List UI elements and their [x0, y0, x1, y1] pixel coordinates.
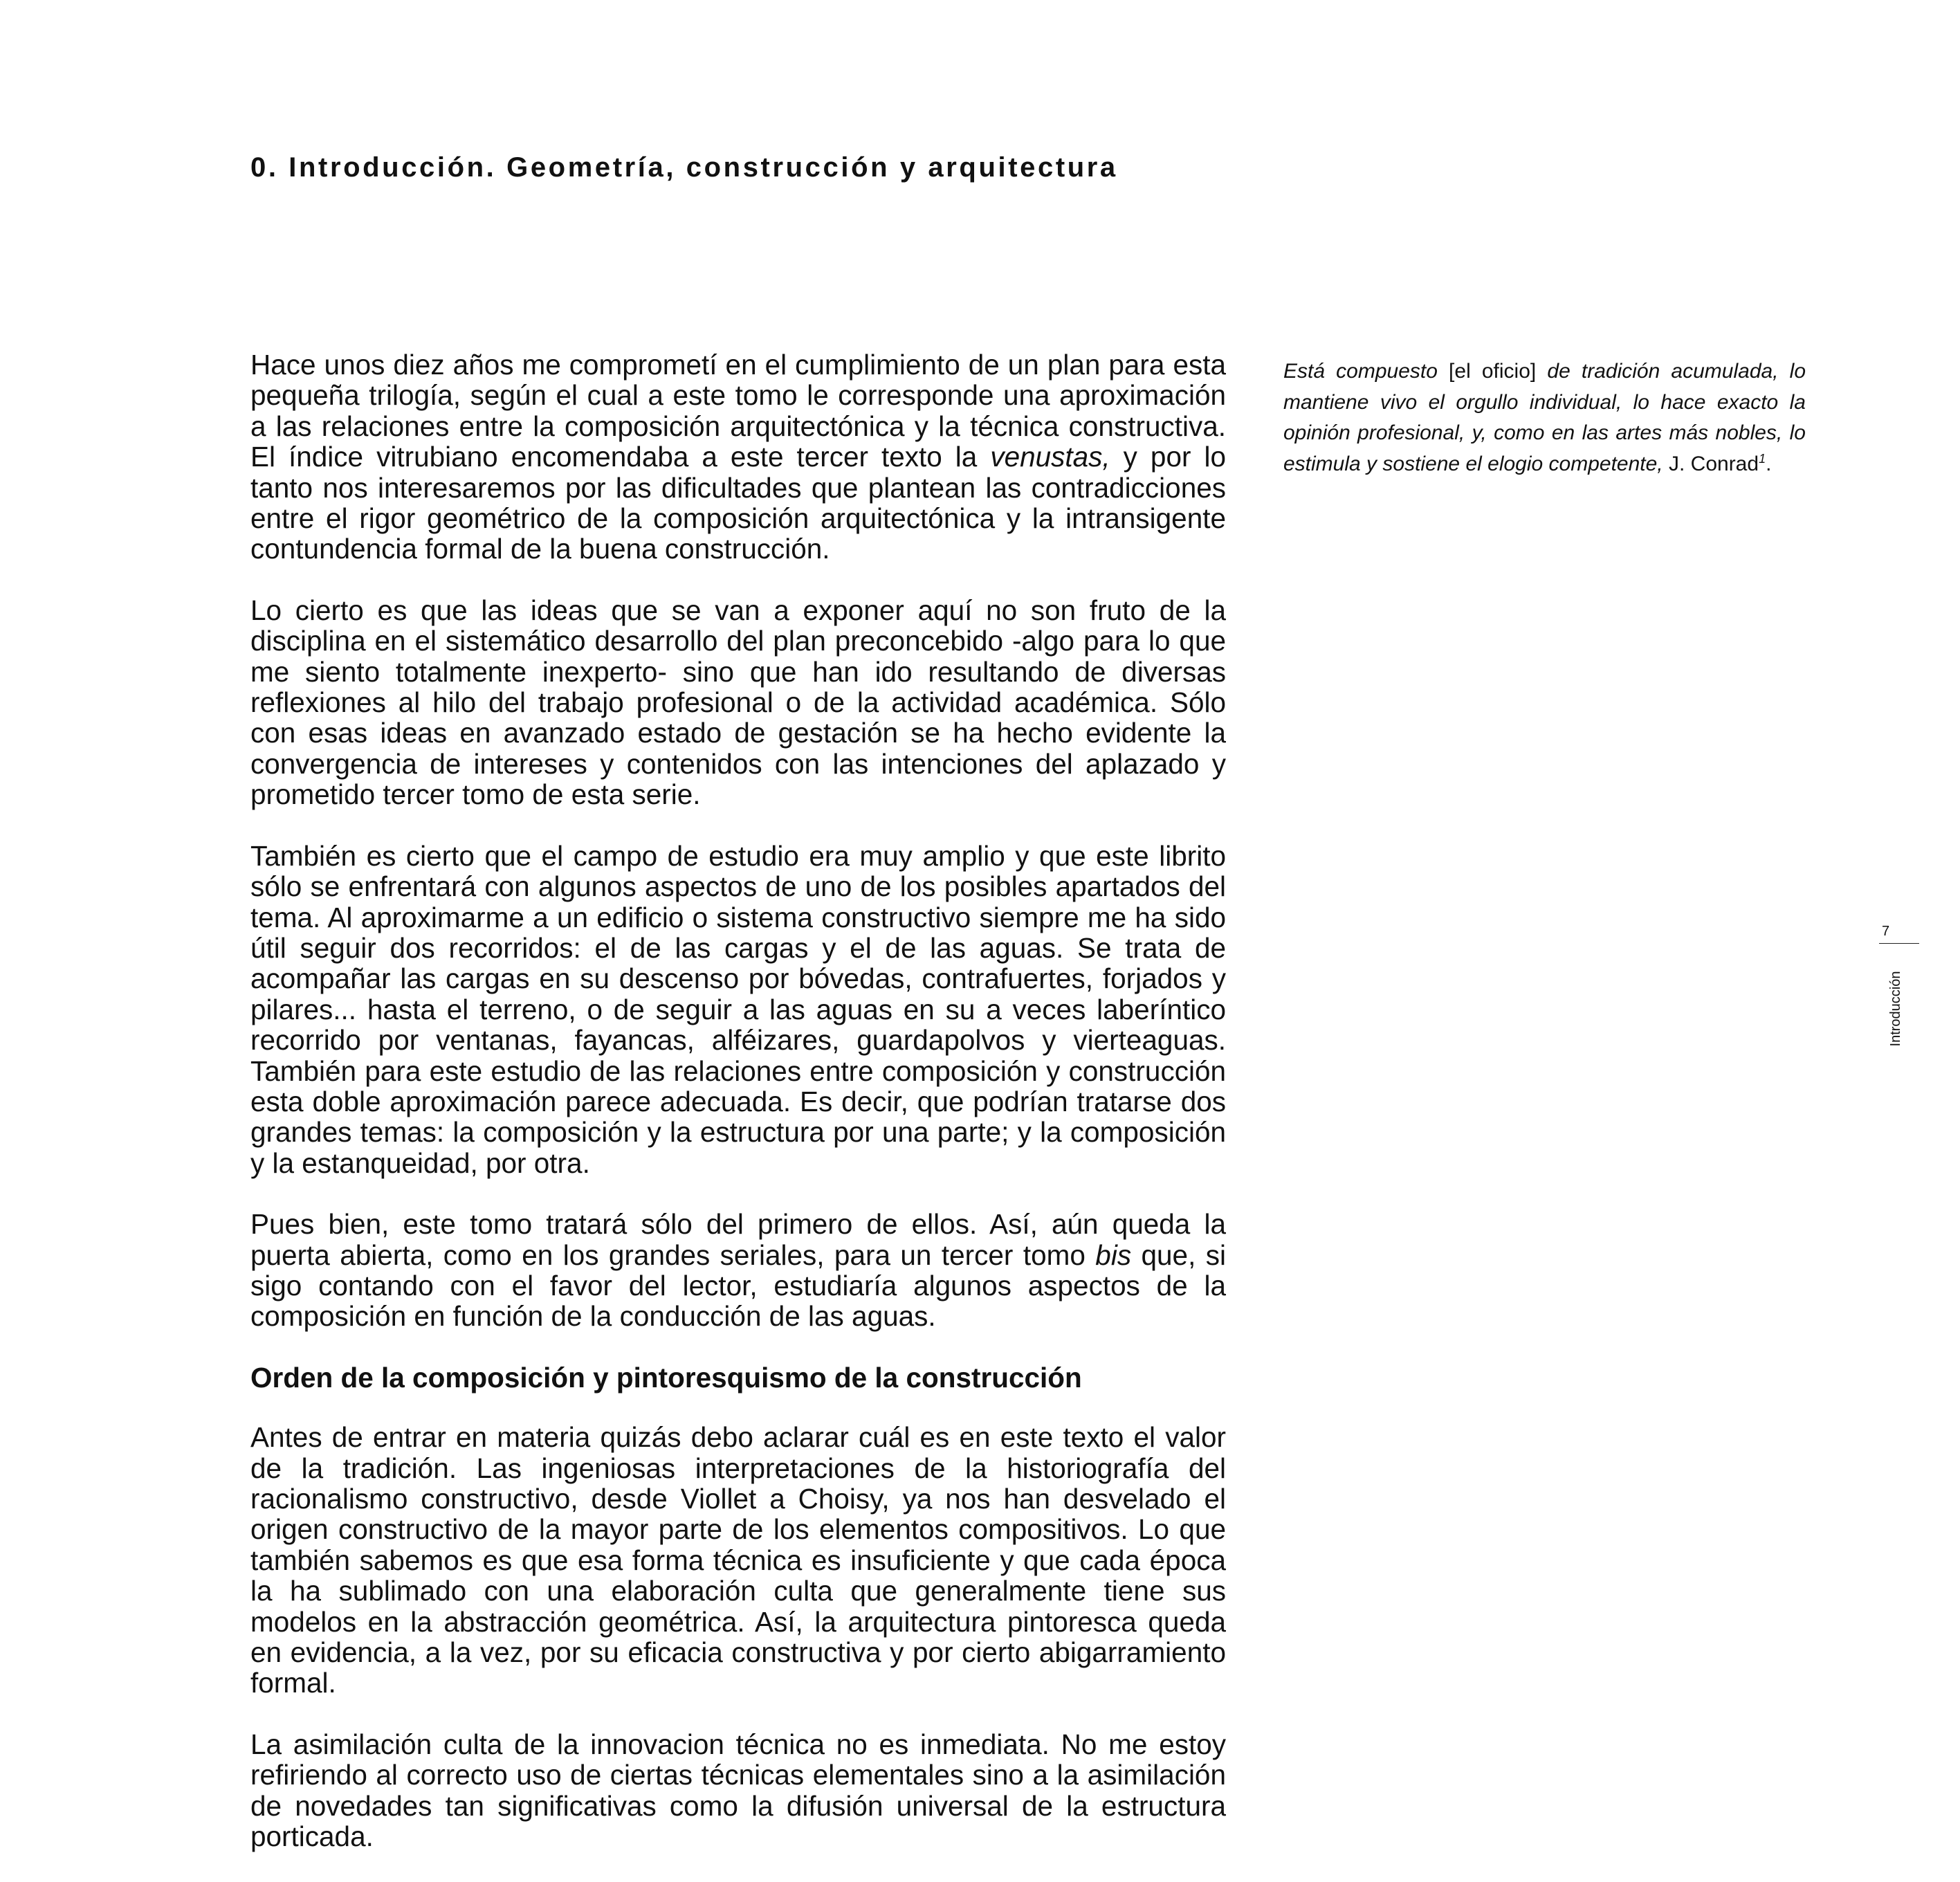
epigraph-end: .: [1766, 452, 1772, 475]
paragraph-4-text-b: que, si sigo contando con el favor del lector, estudiaría algunos aspectos de la composición en función de la conducción de las aguas.: [250, 1239, 1227, 1333]
paragraph-5: Antes de entrar en materia quizás debo aclarar cuál es en este texto el valor de la tradición. Las ingeniosas interpretaciones de la historiografía del racionalismo constructivo, desde Viollet a Choisy, ya nos han desvelado el origen constructivo de la mayor parte de los elementos compositivos. Lo que también sabemos es que esa forma técnica es insuficiente y que cada época la ha sublimado con una elaboración culta que generalmente tiene sus modelos en la abstracción geométrica. Así, la arquitectura pintoresca queda en evidencia, a la vez, por su eficacia constructiva y por cierto abigarramiento formal.: [250, 1421, 1226, 1699]
page-number: 7: [1882, 924, 1890, 939]
epigraph-text-b: de tradición acumulada, lo mantiene vivo el orgullo individual, lo hace exacto la opinión profesional, y, como en las artes más nobles, lo estimula y sostiene el elogio competente,: [1283, 360, 1806, 475]
section-heading: Orden de la composición y pintoresquismo de la construcción: [250, 1361, 1082, 1394]
paragraph-3: También es cierto que el campo de estudio era muy amplio y que este librito sólo se enfrentará con algunos aspectos de uno de los posibles apartados del tema. Al aproximarme a un edificio o sistema constructivo siempre me ha sido útil seguir dos recorridos: el de las cargas y el de las aguas. Se trata de acompañar las cargas en su descenso por bóvedas, contrafuertes, forjados y pilares... hasta el terreno, o de seguir a las aguas en su a veces laberíntico recorrido por ventanas, fayancas, alféizares, guardapolvos y vierteaguas. También para este estudio de las relaciones entre composición y construcción esta doble aproximación parece adecuada. Es decir, que podrían tratarse dos grandes temas: la composición y la estructura por una parte; y la composición y la estanqueidad, por otra.: [250, 839, 1226, 1179]
paragraph-2: Lo cierto es que las ideas que se van a exponer aquí no son fruto de la disciplina en el sistemático desarrollo del plan preconcebido -algo para lo que me siento totalmente inexperto- sino que han ido resultando de diversas reflexiones al hilo del trabajo profesional o de la actividad académica. Sólo con esas ideas en avanzado estado de gestación se ha hecho evidente la convergencia de intereses y contenidos con las intenciones del aplazado y prometido tercer tomo de esta serie.: [250, 594, 1226, 811]
paragraph-1: [250, 349, 1226, 565]
latin-term-bis: bis: [1095, 1239, 1132, 1271]
latin-term-venustas: venustas,: [990, 441, 1110, 473]
epigraph-author: J. Conrad: [1663, 452, 1759, 475]
main-text-column: [250, 349, 1226, 1882]
paragraph-4-text-a: Pues bien, este tomo tratará sólo del primero de ellos. Así, aún queda la puerta abierta, como en los grandes seriales, para un tercer tomo: [250, 1208, 1226, 1271]
footnote-reference: 1: [1759, 451, 1766, 466]
paragraph-1-text-a: Hace unos diez años me comprometí en el cumplimiento de un plan para esta pequeña trilogía, según el cual a este tomo le corresponde una aproximación a las relaciones entre la composición arquitectónica y la técnica constructiva. El índice vitrubiano encomendaba a este tercer texto la: [250, 349, 1226, 473]
running-section-label: Introducción: [1888, 971, 1903, 1047]
epigraph-text-a: Está compuesto: [1283, 360, 1438, 383]
epigraph-quote: [1283, 356, 1806, 479]
epigraph-bracket: [el oficio]: [1437, 360, 1548, 383]
paragraph-1-text-b: y por lo tanto nos interesaremos por las dificultades que plantean las contradicciones entre el rigor geométrico de la composición arquitectónica y la intransigente contundencia formal de la buena construcción.: [250, 441, 1226, 565]
paragraph-6: La asimilación culta de la innovacion técnica no es inmediata. No me estoy refiriendo al correcto uso de ciertas técnicas elementales sino a la asimilación de novedades tan significativas como la difusión universal de la estructura porticada.: [250, 1728, 1226, 1853]
chapter-title: 0. Introducción. Geometría, construcción y arquitectura: [250, 152, 1118, 183]
page-number-rule: [1879, 943, 1919, 944]
paragraph-4: [250, 1209, 1226, 1332]
